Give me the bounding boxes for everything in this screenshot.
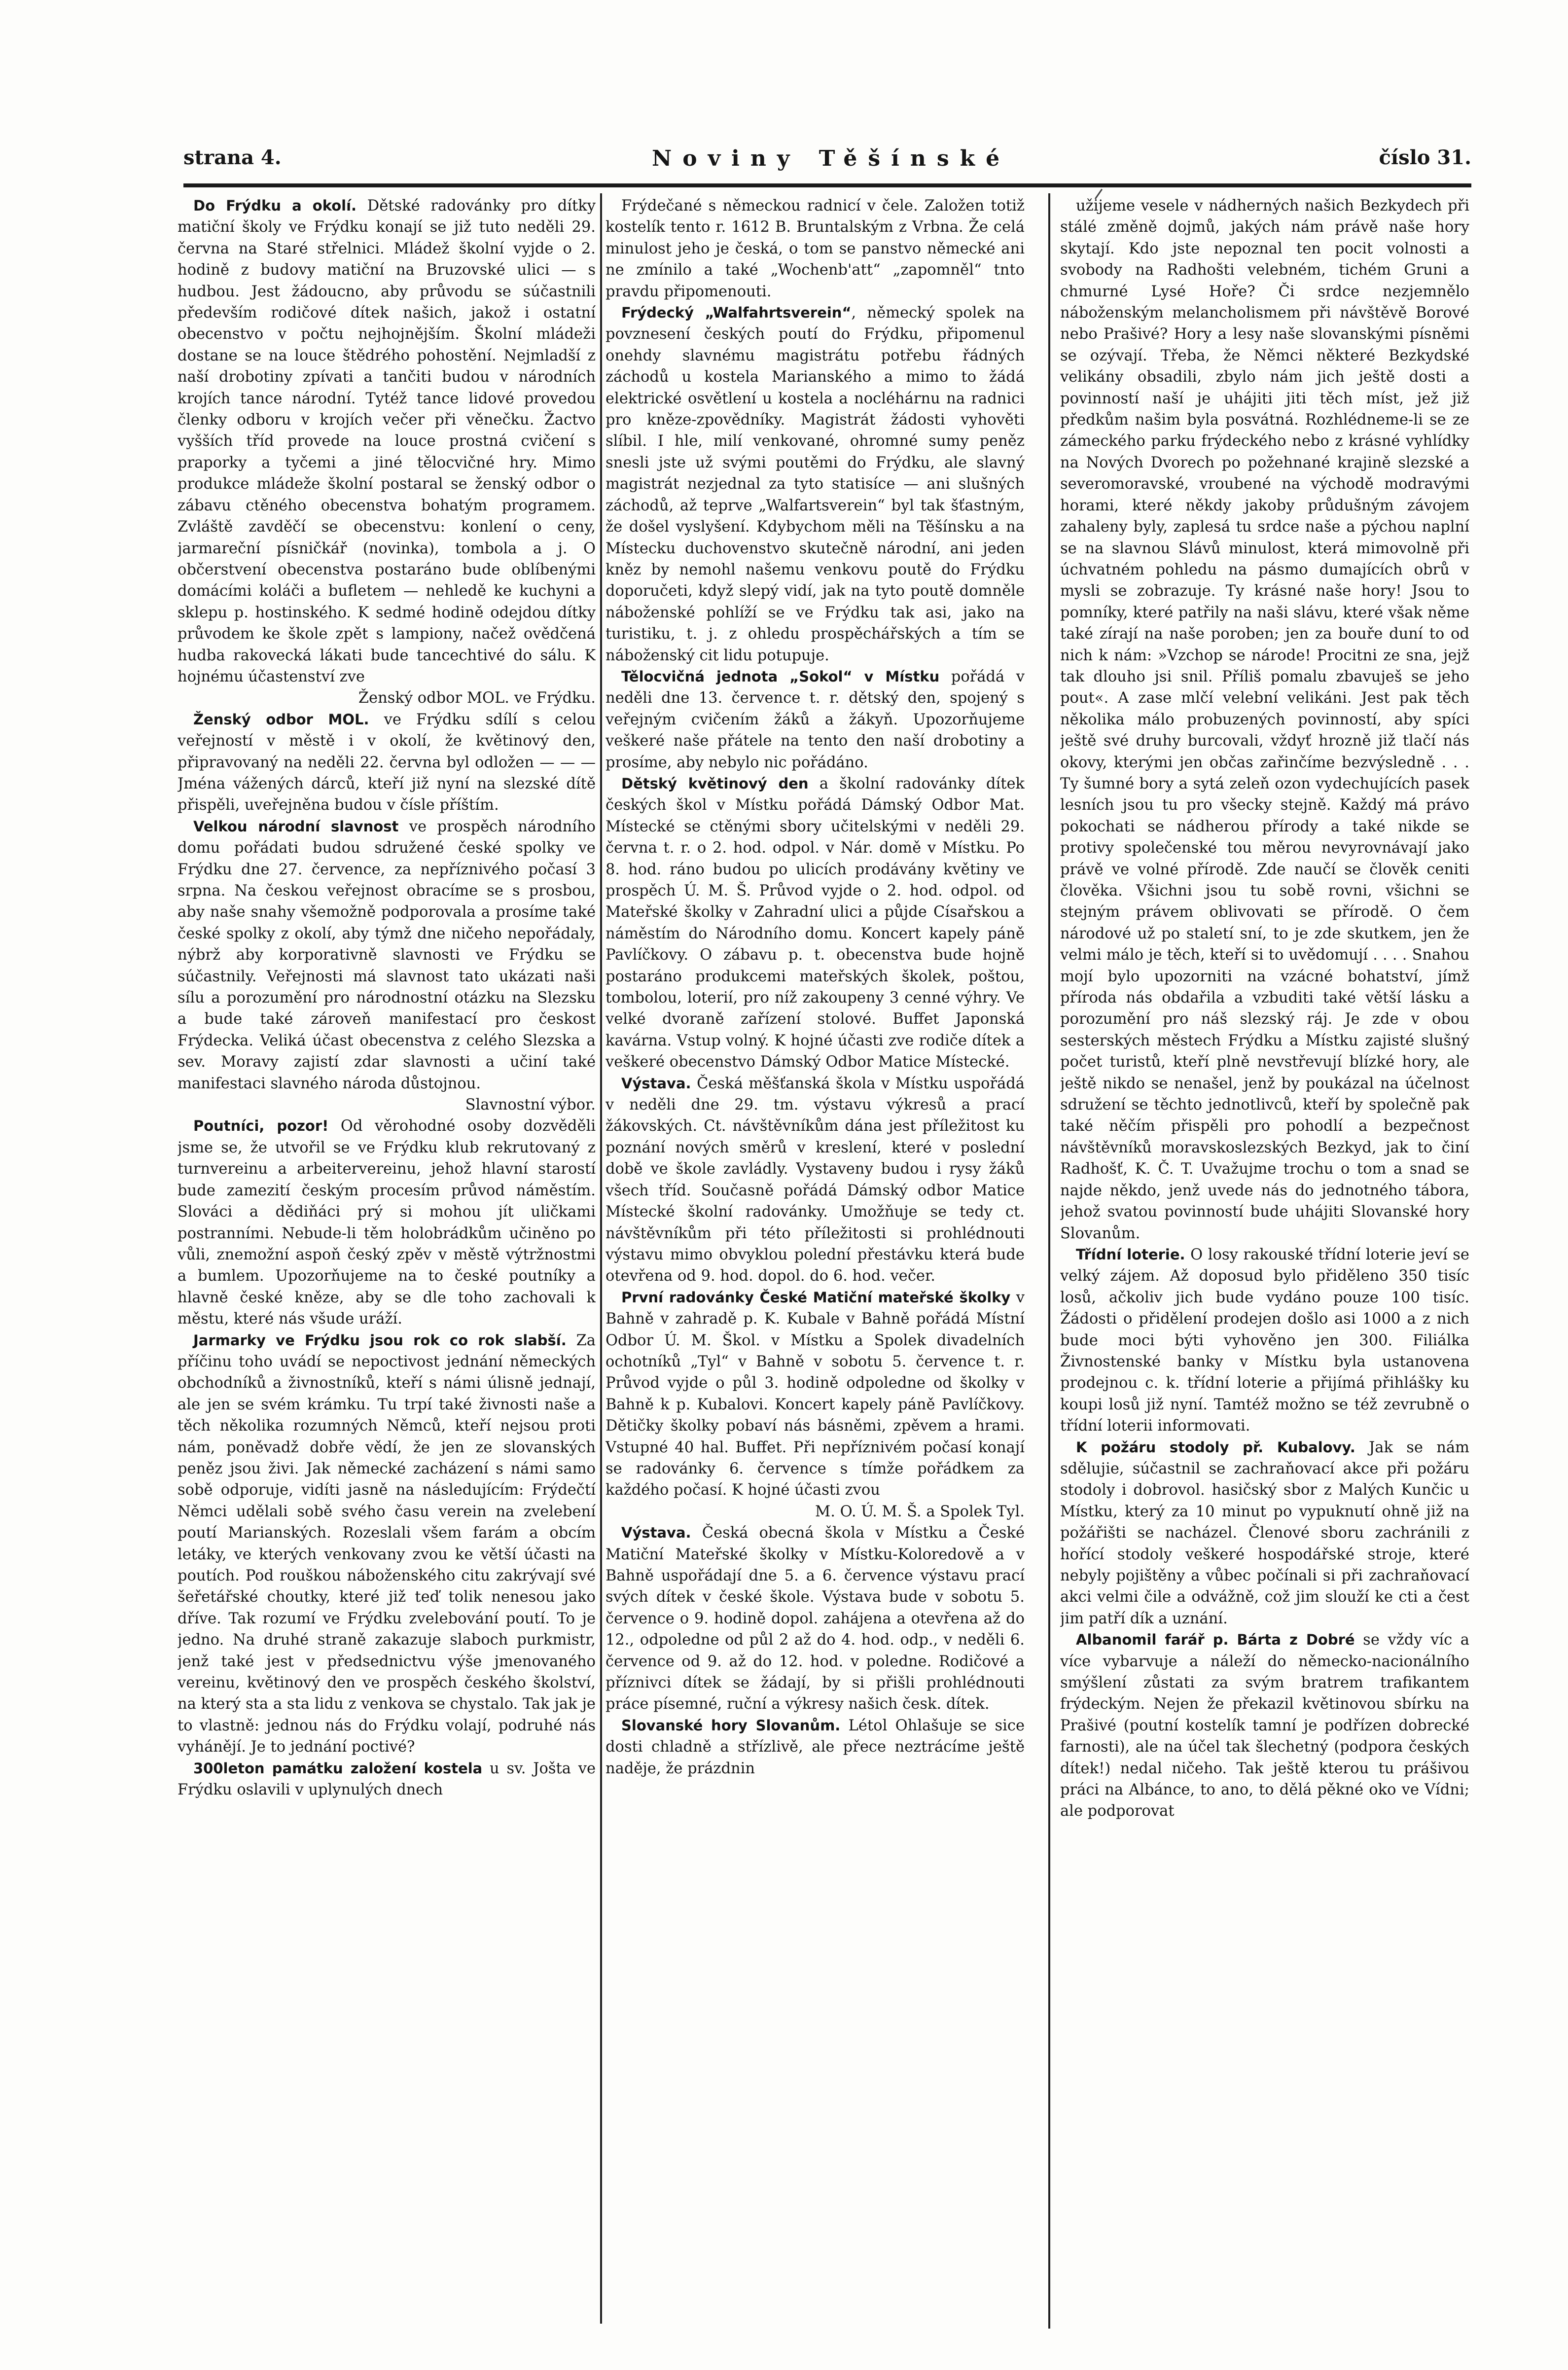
article-text: užijeme vesele v nádherných našich Bezkydech při stálé změně dojmů, jakých nám právě naše hory skytají. Kdo jste nepoznal ten pocit volnosti a svobody na Radhošti velebném, tichém Gruni a chmurné Lysé Hoře? Či srdce nezjemnělo náboženským melancholismem při návštěvě Borové nebo Prašivé? Hory a lesy naše slovanskými písněmi se ozývají. Třeba, že Němci některé Bezkydské velikány obsadili, zbylo nám jich ještě dosti a povinností naší je uhájiti jiti těch míst, jež již předkům našim byla posvátná. Rozhlédneme-li se ze zámeckého parku frýdeckého nebo z krásné vyhlídky na Nových Dvorech po požehnané krajině slezské a severomoravské, vroubené na východě modravými horami, které někdy jakoby průdušným závojem zahaleny byly, zaplesá tu srdce naše a pýchou naplní se na slavnou Slávů minulost, která mimovolně při úchvatném pohledu na pásmo dumajících obrů v mysli se zobrazuje. Ty krásné naše hory! Jsou to pomníky, které patřily na naši slávu, které však něme také zírají na naše poroben; jen za bouře duní to od nich k nám: »Vzchop se národe! Procitni ze sna, jejž tak dlouho jsi snil. Příliš pomalu zbavuješ se jeho pout«. A zase mlčí velební velikáni. Jest pak těch několika málo probuzených povinností, aby spíci ještě své druhy burcovali, vždyť hrozně již tlačí nás okovy, kterými jen občas zařinčíme bezvýsledně . . . Ty šumné bory a sytá zeleň ozon vydechujících pasek lesních jsou tu pro všecky stejně. Každý má právo pokochati se nádherou přírody a také nikde se protivy společenské tou měrou nevyrovnávají jako právě ve volné přírodě. Zde naučí se člověk ceniti člověka. Všichni jsou tu sobě rovni, všichni se stejným právem oblivovati se přírodě. O čem národové už po staletí sní, to je zde skutkem, jen že velmi málo je těch, kteří si to uvědomují . . . . Snahou mojí bylo upozorniti na vzácné bohatství, jímž příroda nás obdařila a vzbuditi také větší lásku a porozumění pro náš slezský ráj. Je zde v obou sesterských městech Frýdku a Místku zajisté slušný počet turistů, kteří plně nevstřevují blízké hory, ale ještě nikdo se nenašel, jenž by poukázal na účelnost sdružení se těchto jednotlivců, kteří by společně pak také něčím přispěli pro pohodlí a bezpečnost návštěvníků moravskoslezských Bezkyd, jak to činí Radhošť, K. Č. T. Uvažujme trochu o tom a snad se najde někdo, jenž uvede nás do jednotného tábora, jehož svatou povinností bude uhájiti Slovanské hory Slovanům. (1060, 197, 1469, 1242)
article-paragraph (178, 1758, 596, 1801)
article-column-1 (178, 195, 596, 2311)
article-paragraph (1060, 1437, 1469, 1630)
page-header (183, 146, 1471, 180)
article-headline: Frýdecký „Walfahrtsverein“ (621, 304, 852, 322)
article-headline: Poutníci, pozor! (193, 1117, 329, 1135)
column-divider (600, 193, 602, 2324)
article-headline: Velkou národní slavnost (193, 818, 399, 835)
article-column-3 (1060, 195, 1469, 2311)
article-headline: Ženský odbor MOL. (193, 711, 369, 728)
article-text: Dětské radovánky pro dítky matiční školy ve Frýdku konají se již tuto neděli 29. června na Staré střelnici. Mládež školní vyjde o 2. hodině z budovy matiční na Bruzovské ulici — s hudbou. Jest žádoucno, aby průvodu se súčastnili především rodičové dítek našich, jakož i ostatní obecenstvo v počtu nejhojnějším. Školní mládeži dostane se na louce štědrého pohostění. Nejmladší z naší drobotiny zpívati a tančiti budou v národních krojích tance národní. Tytéž tance lidové provedou členky odboru v krojích večer při věnečku. Žactvo vyšších tříd provede na louce prostná cvičení s praporky a tyčemi a jiné tělocvičné hry. Mimo produkce mládeže školní postaral se ženský odbor o zábavu ctěného obecenstva bohatým programem. Zvláště zavděčí se obecenstvu: konlení o ceny, jarmareční písničkář (novinka), tombola a j. O občerstvení obecenstva postaráno bude oblíbenými domácími koláči a bufletem — nehledě ke kuchyni a sklepu p. hostinského. K sedmé hodině odejdou dítky průvodem ke škole zpět s lampiony, načež ovědčená hudba rakovecká lákati bude tancechtivé do sálu. K hojnému účastenství zve (178, 197, 596, 685)
article-headline: Do Frýdku a okolí. (193, 197, 357, 214)
article-paragraph (606, 302, 1025, 666)
article-text: Jak se nám sdělujie, súčastnil se zachraňovací akce při požáru stodoly i dobrovol. hasičský sbor z Malých Kunčic u Místku, který za 10 minut po vypuknutí ohně již na požářišti se nacházel. Členové sboru zachránili z hořící stodoly veškeré hospodářské stroje, které nebyly pojištěny a vůbec počínali si při zachraňovací akci velmi čile a odvážně, což jim slouží ke cti a čest jim patří dík a uznání. (1060, 1438, 1469, 1627)
article-text: Česká obecná škola v Místku a České Matiční Mateřské školky v Místku-Koloredově a v Bahně uspořádají dne 5. a 6. července výstavu prací svých dítek v české škole. Výstava bude v sobotu 5. července o 9. hodině dopol. zahájena a otevřena až do 12., odpoledne od půl 2 až do 4. hod. odp., v neděli 6. července od 9. až do 12. hod. v poledne. Rodičové a příznivci dítek se žádají, by si přišli prohlédnouti práce písemné, ruční a výkresy našich česk. dítek. (606, 1524, 1025, 1713)
article-paragraph (606, 773, 1025, 1073)
signature-line: Slavnostní výbor. (465, 1096, 596, 1114)
article-text: Létol Ohlašuje se sice dosti chladně a střízlivě, ale přece neztrácíme ještě naděje, že prázdnin (606, 1717, 1025, 1777)
article-text: a školní radovánky dítek českých škol v Místku pořádá Dámský Odbor Mat. Místecké se ctěnými sbory učitelskými v neděli 29. června t. r. o 2. hod. odpol. v Nár. domě v Místku. Po 8. hod. ráno budou po ulicích prodávány květiny ve prospěch Ú. M. Š. Průvod vyjde o 2. hod. odpol. od Mateřské školky v Zahradní ulici a půjde Císařskou a náměstím do Národního domu. Koncert kapely páně Pavlíčkovy. O zábavu p. t. obecenstva bude hojně postaráno produkcemi mateřských školek, poštou, tombolou, loterií, pro níž zakoupeny 3 cenné výhry. Ve velké dvoraně zařízení stolové. Buffet Japonská kavárna. Vstup volný. K hojné účasti zve rodiče dítek a veškeré obecenstvo Dámský Odbor Matice Místecké. (606, 775, 1025, 1071)
article-text: ve Frýdku sdílí s celou veřejností v městě i v okolí, že květinový den, připravovaný na neděli 22. června byl odložen — — — Jména vážených dárců, kteří již nyní na slezské dítě přispěli, uveřejněna budou v čísle příštím. (178, 711, 596, 814)
article-paragraph (606, 1522, 1025, 1715)
article-headline: Dětský květinový den (621, 775, 809, 792)
page-number: strana 4. (183, 146, 282, 169)
column-divider (1048, 193, 1050, 2329)
article-text: Za příčinu toho uvádí se nepoctivost jednání německých obchodníků a živnostníků, kteří s námi úlisně jednají, ale jen se svém krámku. Tu trpí také živnosti naše a těch několika rozumných Němců, kteří nejsou proti nám, poněvadž dobře vědí, že jen ze slovanských peněz jsou živi. Jak německé zacházení s námi samo sobě odporuje, vidíti jasně na následujícím: Frýdečtí Němci udělali sobě svého času verein na zvelebení poutí Marianských. Rozeslali všem farám a obcím letáky, ve kterých venkovany zvou ke větší účasti na poutích. Pod rouškou náboženského citu zakrývají své šeřetářské choutky, které již teď tolik nenesou jako dříve. Tak rozumí ve Frýdku zvelebování poutí. To je jedno. Na druhé straně zakazuje slaboch purkmistr, jenž také jest v předsednictvu výše jmenovaného vereinu, květinový den ve prospěch českého školství, na který sta a sta lidu z venkova se chystalo. Tak jak je to vlastně: jednou nás do Frýdku volají, podruhé nás vyhánějí. Je to jednání poctivé? (178, 1331, 596, 1756)
article-headline: Slovanské hory Slovanům. (621, 1717, 841, 1734)
article-headline: Tělocvičná jednota „Sokol“ v Místku (621, 668, 940, 685)
article-paragraph (606, 1073, 1025, 1287)
article-text: O losy rakouské třídní loterie jeví se velký zájem. Až doposud bylo přiděleno 350 tisíc losů, ačkoliv jich bude vydáno pouze 100 tisíc. Žádosti o přidělení prodejen došlo asi 1000 a z nich bude moci býti vyhověno jen 300. Filiálka Živnostenské banky v Místku byla ustanovena prodejnou c. k. třídní loterie a přijímá přihlášky ku koupi losů již nyní. Tamtéž možno se též zevrubně o třídní loterii informovati. (1060, 1246, 1469, 1435)
signature-line: M. O. Ú. M. Š. a Spolek Tyl. (815, 1503, 1025, 1520)
article-headline: Výstava. (621, 1075, 691, 1092)
article-headline: Třídní loterie. (1076, 1246, 1185, 1263)
signature-line: Ženský odbor MOL. ve Frýdku. (358, 689, 596, 707)
masthead-title: Noviny Těšínské (652, 146, 1011, 171)
article-text: u sv. Jošta ve Frýdku oslavili v uplynulých dnech (178, 1760, 596, 1799)
issue-number: číslo 31. (1379, 146, 1471, 169)
article-headline: 300leton památku založení kostela (193, 1760, 483, 1777)
header-rule (183, 183, 1471, 187)
article-headline: Albanomil farář p. Bárta z Dobré (1076, 1631, 1355, 1649)
article-text: pořádá v neděli dne 13. července t. r. dětský den, spojený s veřejným cvičením žáků a žákyň. Upozorňujeme veškeré naše přátele na tento den naší drobotiny a prosíme, aby nebylo nic pořádáno. (606, 668, 1025, 771)
article-headline: K požáru stodoly př. Kubalovy. (1076, 1438, 1355, 1456)
article-paragraph (606, 1287, 1025, 1501)
article-text: Česká měšťanská škola v Místku uspořádá v neděli dne 29. tm. výstavu výkresů a prací žákovských. Ct. návštěvníkům dána jest příležitost ku poznání nových směrů v kreslení, které v poslední době ve škole zavládly. Vystaveny budou i rysy žáků všech tříd. Současně pořádá Dámský odbor Matice Místecké školní radovánky. Umožňuje se tedy ct. návštěvníkům při této příležitosti si prohlédnouti výstavu mimo obvyklou polední přestávku která bude otevřena od 9. hod. dopol. do 6. hod. večer. (606, 1075, 1025, 1285)
article-headline: Jarmarky ve Frýdku jsou rok co rok slabší. (193, 1331, 567, 1349)
article-paragraph (178, 195, 596, 687)
article-headline: První radovánky České Matiční mateřské školky (621, 1289, 1011, 1306)
article-paragraph (178, 816, 596, 1094)
article-text: ve prospěch národního domu pořádati budou sdružené české spolky ve Frýdku dne 27. července, za nepříznivého počasí 3 srpna. Na českou veřejnost obracíme se s prosbou, aby naše snahy všemožně podporovala a prosíme také české spolky z okolí, aby týmž dne ničeho nepořádaly, nýbrž aby korporativně slavnosti ve Frýdku se súčastnily. Veřejnosti má slavnost tato ukázati naši sílu a porozumění pro národnostní otázku na Slezsku a bude také zároveň manifestací pro českost Frýdecka. Veliká účast obecenstva z celého Slezska a sev. Moravy zajistí zdar slavnosti a učiní také manifestaci slavného národa důstojnou. (178, 818, 596, 1092)
article-paragraph (1060, 1629, 1469, 1822)
article-text: , německý spolek na povznesení českých poutí do Frýdku, připomenul onehdy slavnému magistrátu potřebu řádných záchodů u kostela Marianského a mimo to žádá elektrické osvětlení u kostela a nocléhárnu na radnici pro kněze-zpovědníky. Magistrát žádosti vyhověti slíbil. I hle, milí venkované, ohromné sumy peněz snesli jste už svými poutěmi do Frýdku, ale slavný magistrát nezjednal za tyto statisíce — ani slušných záchodů, až teprve „Walfartsverein“ byl tak šťastným, že došel vyslyšení. Kdybychom měli na Těšínsku a na Místecku duchovenstvo skutečně národní, ani jeden kněz by nemohl našemu venkovu poutě do Frýdku doporučeti, když slepý vidí, jak na tyto poutě domněle náboženské pohlíží se ve Frýdku tak asi, jako na turistiku, t. j. z ohledu prospěchářských a tím se náboženský cit lidu potupuje. (606, 304, 1025, 664)
article-paragraph (606, 1715, 1025, 1779)
article-text: se vždy víc a více vybarvuje a náleží do německo-nacionálního smýšlení zůstati za svým bratrem trafikantem frýdeckým. Nejen že překazil květinovou sbírku na Prašivé (poutní kostelík tamní je podřízen dobrecké farnosti), ale na účel tak šlechetný (podpora českých dítek!) nedal ničeho. Tak ještě kterou tu prášivou práci na Albánce, to ano, to dělá pěkné oko ve Vídni; ale podporovat (1060, 1631, 1469, 1820)
article-paragraph (178, 1115, 596, 1329)
article-paragraph (1060, 1244, 1469, 1437)
article-paragraph (178, 1330, 596, 1758)
article-paragraph (1060, 195, 1469, 1244)
article-paragraph (606, 195, 1025, 302)
article-text: Frýdečané s německou radnicí v čele. Založen totiž kostelík tento r. 1612 B. Bruntalským z Vrbna. Že celá minulost jeho je česká, o tom se panstvo německé ani ne zmínilo a také „Wochenb'att“ „zapomněl“ tnto pravdu připomenouti. (606, 197, 1025, 300)
article-paragraph (178, 709, 596, 816)
article-text: Od věrohodné osoby dozvěděli jsme se, že utvořil se ve Frýdku klub rekrutovaný z turnvereinu a arbeitervereinu, jehož hlavní starostí bude zamezití českým procesím průvod náměstím. Slováci a dědiňáci prý si mohou jít uličkami postranními. Nebude-li těm holobrádkům učiněno po vůli, znemožní aspoň český zpěv v městě výtržnostmi a bumlem. Upozorňujeme na to české poutníky a hlavně české kněze, aby se dle toho zachovali k městu, které nás všude uráží. (178, 1117, 596, 1328)
article-paragraph (606, 666, 1025, 773)
article-text: v Bahně v zahradě p. K. Kubale v Bahně pořádá Místní Odbor Ú. M. Škol. v Místku a Spolek divadelních ochotníků „Tyl“ v Bahně v sobotu 5. července t. r. Průvod vyjde o půl 3. hodině odpoledne od školky v Bahně k p. Kubalovi. Koncert kapely páně Pavlíčkovy. Dětičky školky pobaví nás básněmi, zpěvem a hrami. Vstupné 40 hal. Buffet. Při nepříznivém počasí konají se radovánky 6. července s tímže pořádkem za každého počasí. K hojné účasti zvou (606, 1289, 1025, 1499)
article-headline: Výstava. (621, 1524, 691, 1542)
article-column-2 (606, 195, 1025, 2311)
